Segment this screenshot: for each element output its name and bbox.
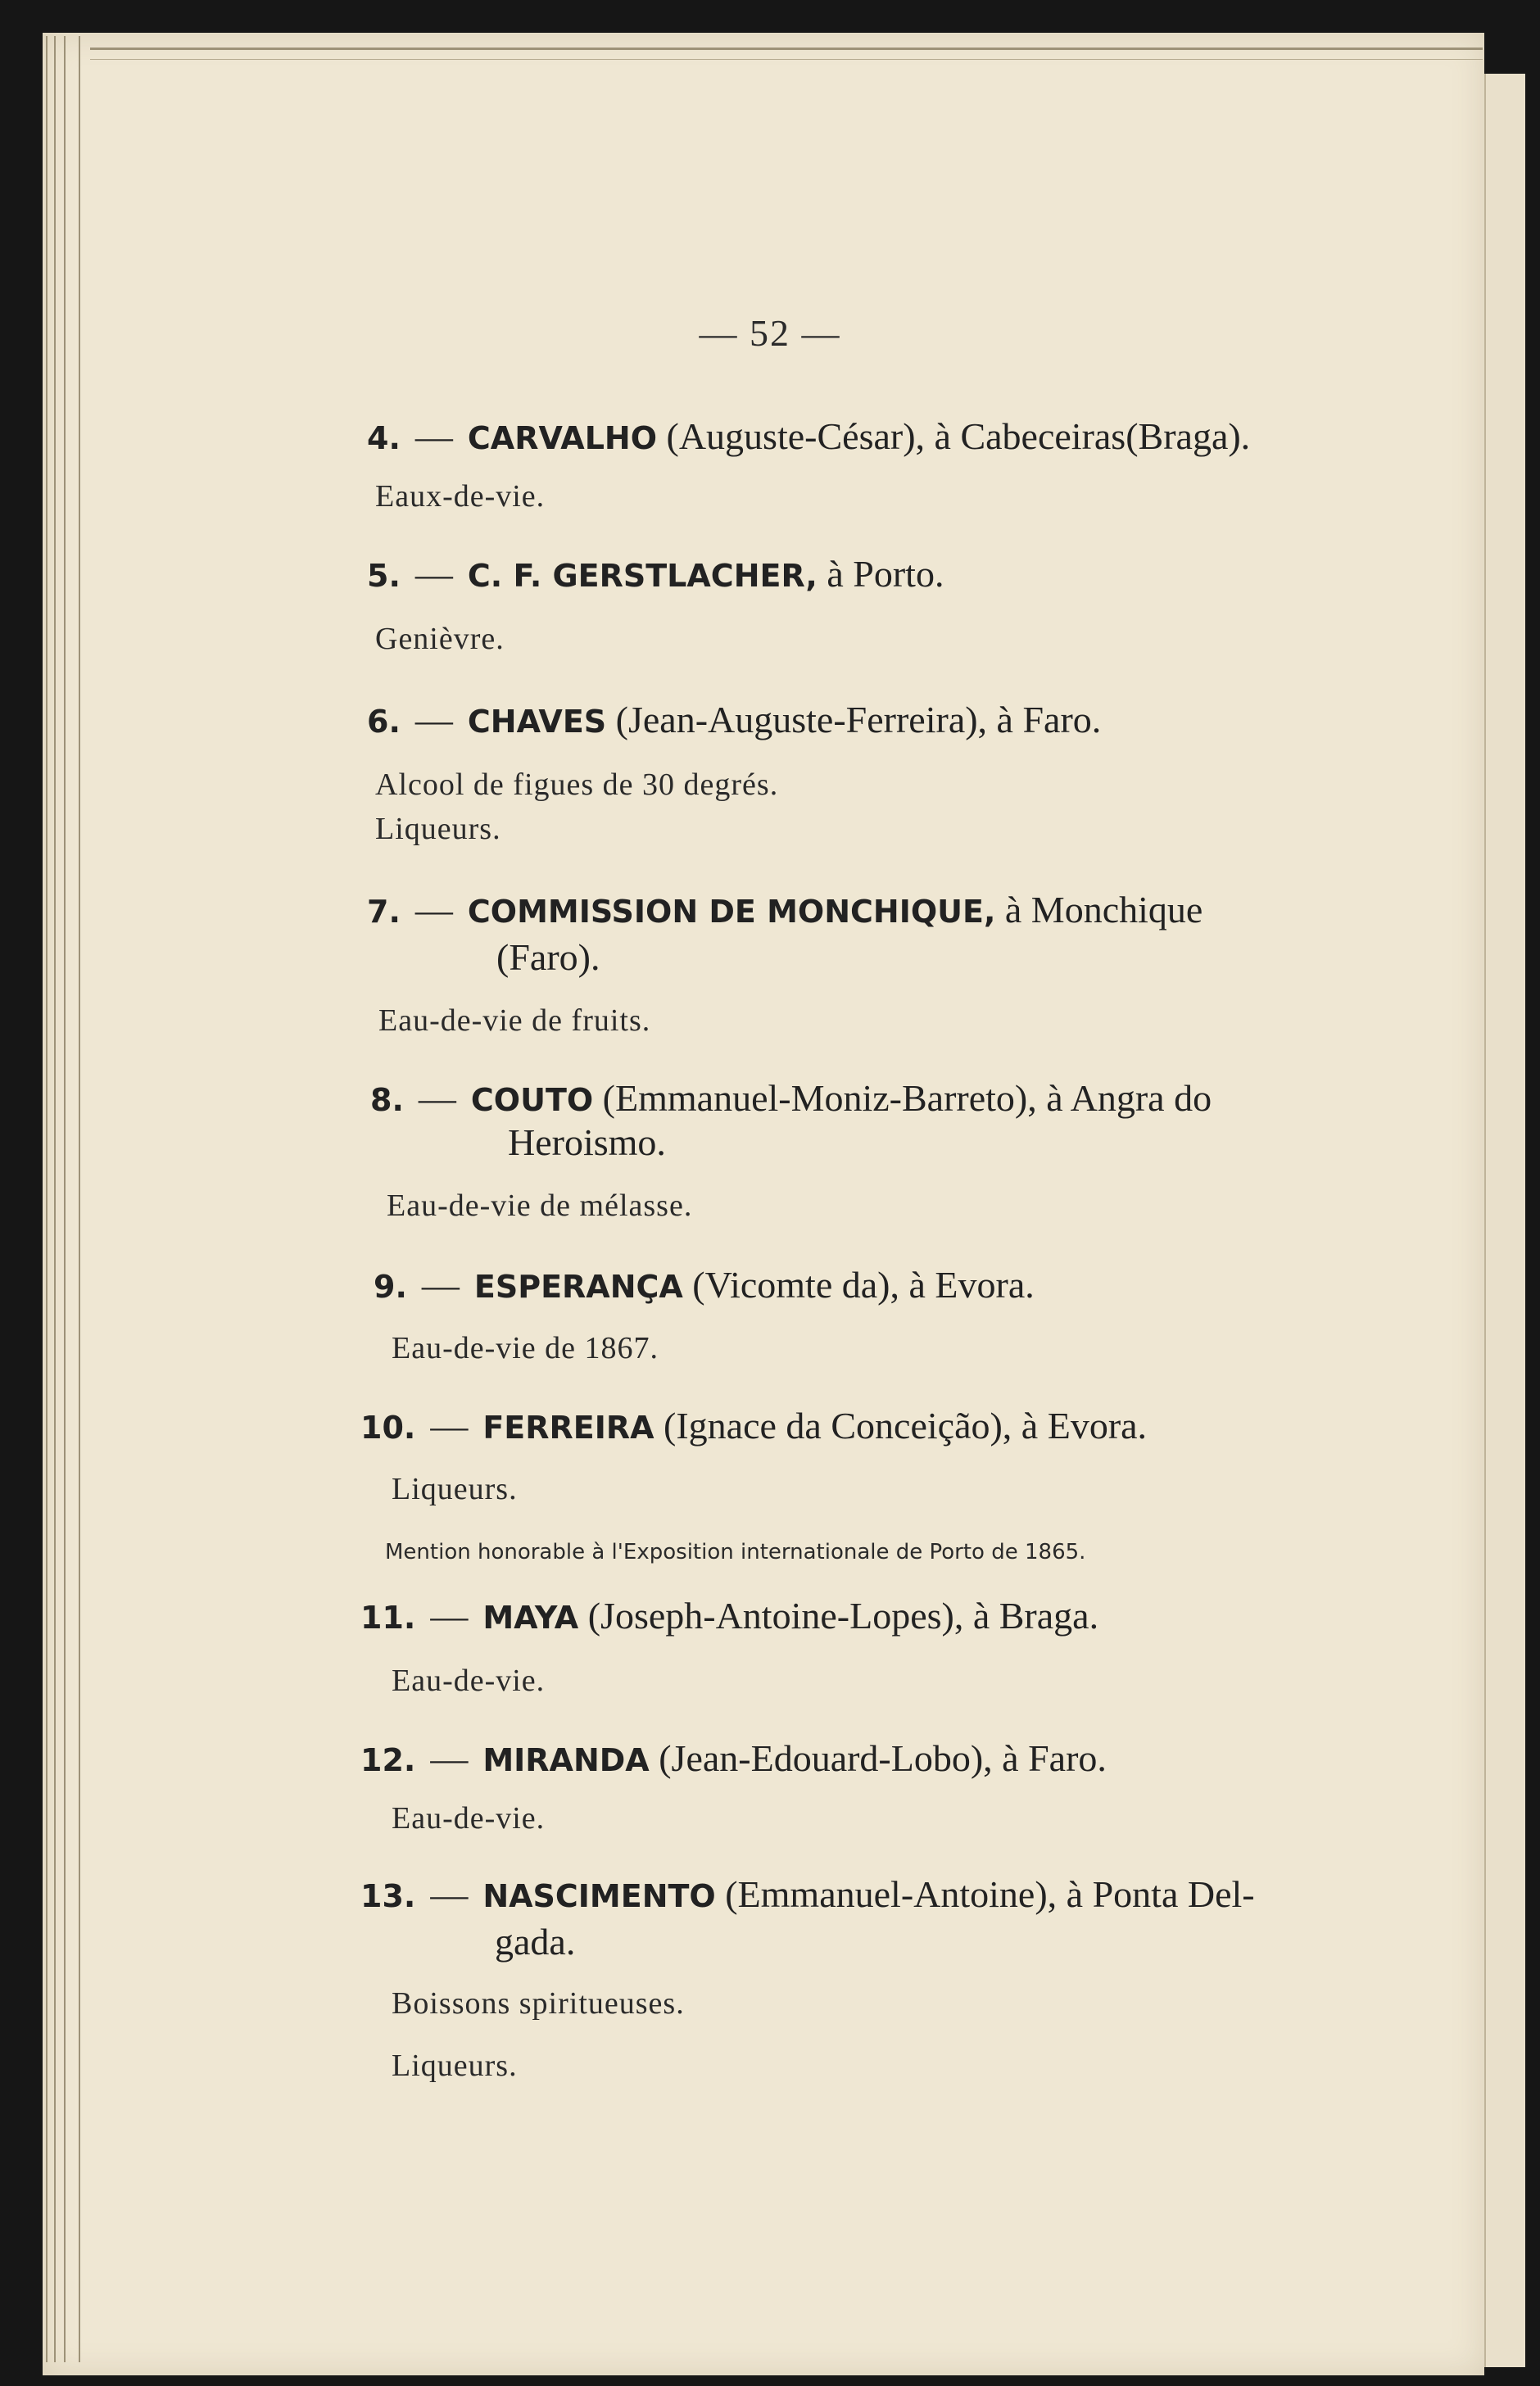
exhibitor-name: MIRANDA — [482, 1742, 650, 1778]
entry-13-heading — [360, 1869, 1255, 1922]
entry-number: 12. — [360, 1742, 416, 1778]
product-item: Eau-de-vie de 1867. — [392, 1331, 659, 1365]
product-item: Liqueurs. — [392, 1472, 518, 1506]
entry-dash: — — [430, 1405, 469, 1447]
entry-dash: — — [418, 1077, 456, 1119]
binding-lines — [46, 36, 95, 2362]
exhibitor-details: (Jean-Edouard-Lobo), à Faro. — [659, 1737, 1107, 1779]
entry-number: 13. — [360, 1878, 416, 1914]
entry-continuation: gada. — [495, 1921, 576, 1963]
exhibitor-name: MAYA — [482, 1600, 579, 1636]
product-item: Eaux-de-vie. — [375, 479, 546, 514]
exhibitor-name: NASCIMENTO — [482, 1878, 716, 1914]
entry-dash: — — [430, 1737, 469, 1779]
entry-dash: — — [430, 1595, 469, 1637]
entry-dash: — — [430, 1873, 469, 1915]
book-page — [43, 33, 1484, 2375]
entry-continuation: Heroismo. — [508, 1121, 666, 1163]
product-item: Liqueurs. — [392, 2049, 518, 2083]
exhibitor-details: à Monchique — [1004, 889, 1203, 930]
exhibitor-name: C. F. GERSTLACHER, — [467, 558, 818, 594]
entry-continuation: (Faro). — [496, 936, 600, 978]
exhibitor-name: CARVALHO — [467, 420, 658, 456]
top-rule-thin — [90, 59, 1483, 60]
exhibitor-details: (Jean-Auguste-Ferreira), à Faro. — [615, 699, 1102, 740]
product-item: Eau-de-vie. — [392, 1801, 546, 1836]
entry-dash: — — [414, 889, 453, 930]
exhibitor-name: FERREIRA — [482, 1410, 654, 1446]
entry-number: 8. — [370, 1082, 404, 1118]
award-note: Mention honorable à l'Exposition internationale de Porto de 1865. — [385, 1540, 1086, 1564]
top-rule — [90, 48, 1483, 50]
entry-number: 7. — [367, 894, 401, 930]
exhibitor-details: (Joseph-Antoine-Lopes), à Braga. — [587, 1595, 1099, 1637]
entry-10-heading — [360, 1401, 1147, 1453]
page-edge — [1484, 74, 1525, 2367]
entry-11-heading — [360, 1591, 1098, 1643]
entry-number: 10. — [360, 1410, 416, 1446]
exhibitor-name: CHAVES — [467, 704, 607, 740]
entry-12-heading — [360, 1733, 1107, 1786]
entry-dash: — — [414, 699, 453, 740]
entry-number: 4. — [367, 420, 401, 456]
entry-6-heading — [367, 695, 1101, 747]
exhibitor-details: à Porto. — [827, 553, 944, 595]
entry-4-heading — [367, 411, 1250, 464]
entry-dash: — — [414, 553, 453, 595]
entry-number: 5. — [367, 558, 401, 594]
entry-dash: — — [421, 1264, 460, 1306]
product-item: Eau-de-vie de mélasse. — [387, 1188, 693, 1223]
entry-7-heading — [367, 885, 1203, 937]
entry-number: 6. — [367, 704, 401, 740]
entry-number: 9. — [374, 1269, 407, 1305]
product-item: Eau-de-vie. — [392, 1664, 546, 1698]
product-item: Eau-de-vie de fruits. — [378, 1003, 651, 1038]
exhibitor-details: (Auguste-César), à Cabeceiras(Braga). — [666, 415, 1251, 457]
page-number: — 52 — — [699, 312, 841, 354]
exhibitor-details: (Emmanuel-Antoine), à Ponta Del- — [725, 1873, 1255, 1915]
exhibitor-name: COUTO — [470, 1082, 594, 1118]
product-item: Alcool de figues de 30 degrés. — [375, 767, 779, 802]
entry-8-heading — [370, 1073, 1212, 1125]
entry-9-heading — [374, 1260, 1035, 1312]
exhibitor-details: (Emmanuel-Moniz-Barreto), à Angra do — [602, 1077, 1212, 1119]
entry-5-heading — [367, 549, 944, 601]
entry-dash: — — [414, 415, 453, 457]
product-item: Boissons spiritueuses. — [392, 1986, 685, 2021]
product-item: Genièvre. — [375, 622, 505, 656]
entry-number: 11. — [360, 1600, 416, 1636]
exhibitor-details: (Ignace da Conceição), à Evora. — [664, 1405, 1148, 1447]
product-item: Liqueurs. — [375, 812, 501, 846]
exhibitor-name: COMMISSION DE MONCHIQUE, — [467, 894, 996, 930]
exhibitor-name: ESPERANÇA — [473, 1269, 683, 1305]
exhibitor-details: (Vicomte da), à Evora. — [692, 1264, 1035, 1306]
